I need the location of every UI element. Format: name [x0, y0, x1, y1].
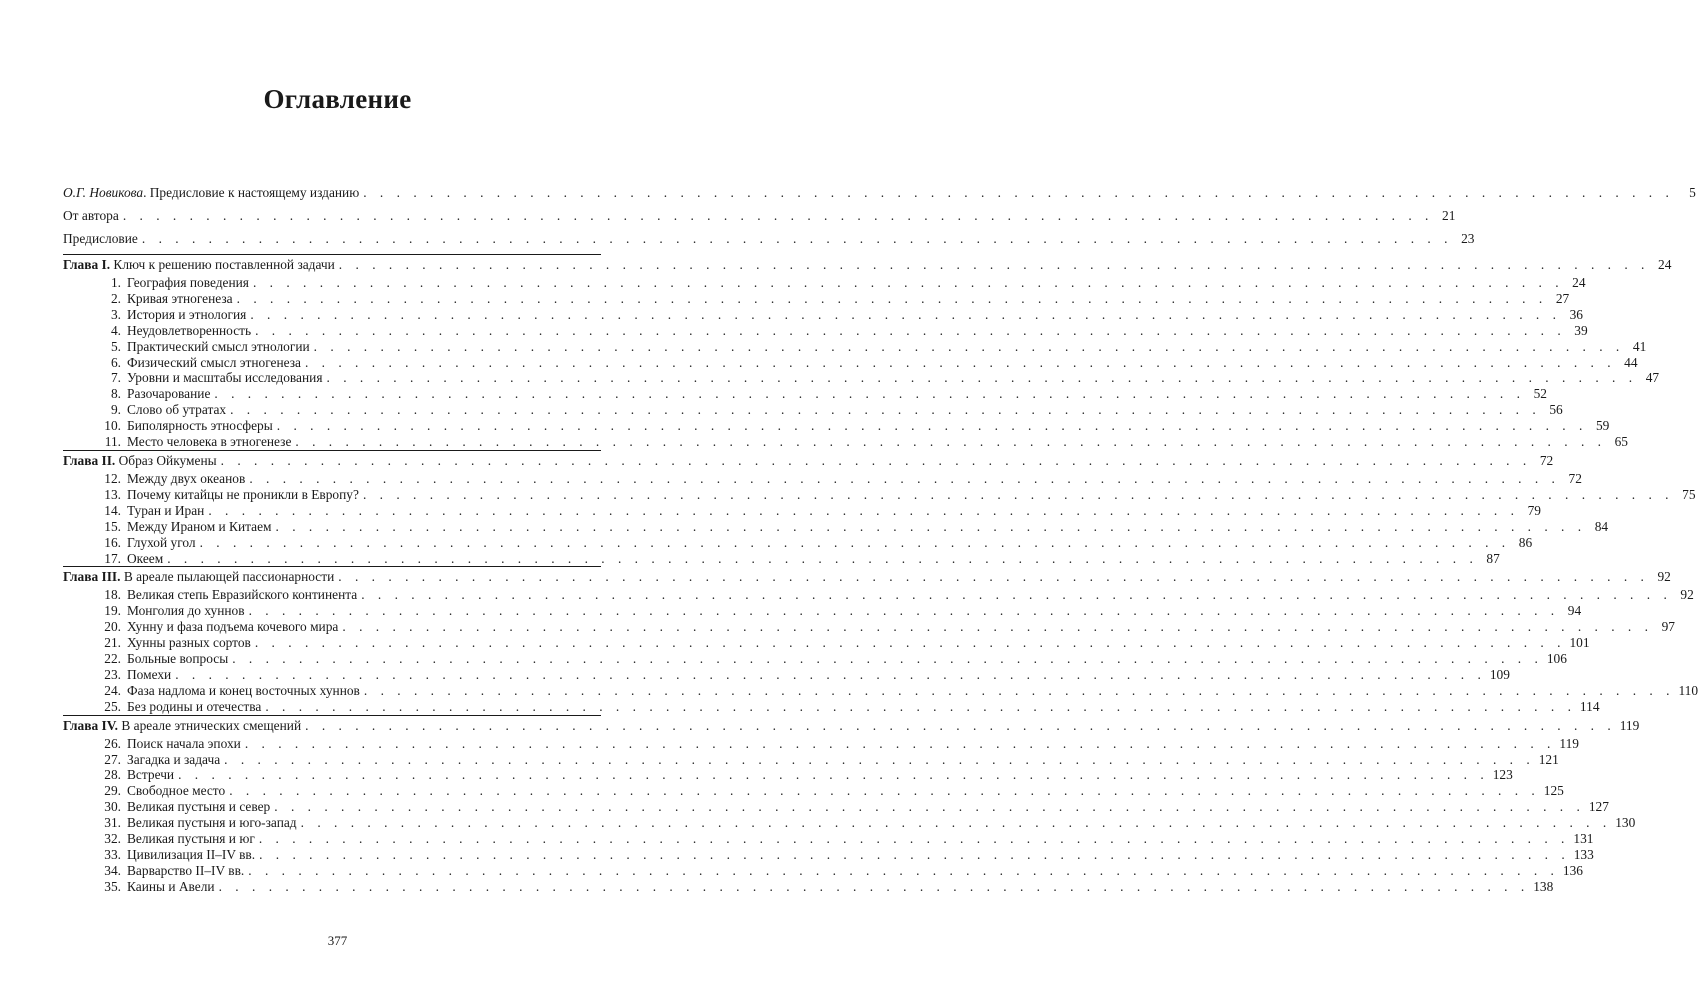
section-number: 31. [104, 815, 121, 831]
section-entry[interactable] [63, 862, 1583, 879]
entry-text: Предисловие [63, 231, 138, 246]
section-name: Туран и Иран [127, 502, 205, 518]
section-entry[interactable] [63, 698, 1600, 715]
section-entry[interactable] [63, 402, 1563, 418]
section-name: Практический смысл этнологии [127, 338, 310, 354]
toc-entry-title [63, 231, 138, 247]
section-number: 12. [104, 470, 121, 486]
section-entry[interactable] [63, 306, 1583, 323]
section-name: Без родины и отечества [127, 698, 262, 714]
section-entry[interactable] [63, 370, 1660, 386]
page-number: 136 [1562, 862, 1583, 878]
section-title [87, 307, 246, 323]
dot-leader: . . . . . . . . . . . . . . . . . . . . . . . . . . . . . . . . . . . . . . . . . . . . . . . . . . . . . . . . . . . . . . . . . . . . . . . . . . . . . . . [326, 370, 1638, 386]
chapter-name: Образ Ойкумены [115, 452, 217, 468]
section-name: Свободное место [127, 783, 226, 799]
chapter-name: В ареале этнических смещений [118, 717, 302, 733]
section-number: 26. [104, 735, 121, 751]
page-title: Оглавление [263, 84, 412, 114]
section-title [87, 603, 245, 619]
dot-leader: . . . . . . . . . . . . . . . . . . . . . . . . . . . . . . . . . . . . . . . . . . . . . . . . . . . . . . . . . . . . . . . . . . . . . . . . . . . . . . . [338, 257, 1650, 272]
section-entry[interactable] [63, 470, 1582, 487]
dot-leader: . . . . . . . . . . . . . . . . . . . . . . . . . . . . . . . . . . . . . . . . . . . . . . . . . . . . . . . . . . . . . . . . . . . . . . . . . . . . . . . [175, 666, 1486, 682]
author-name: О.Г. Новикова [63, 185, 144, 200]
section-name: Океем [127, 550, 164, 566]
page-number: 75 [1682, 486, 1696, 502]
section-title [87, 783, 225, 799]
section-title [87, 291, 233, 307]
section-number: 30. [104, 799, 121, 815]
page-number: 72 [1568, 470, 1582, 486]
section-name: Каины и Авели [127, 878, 215, 894]
dot-leader: . . . . . . . . . . . . . . . . . . . . . . . . . . . . . . . . . . . . . . . . . . . . . . . . . . . . . . . . . . . . . . . . . . . . . . . . . . . . . . . [208, 502, 1519, 518]
section-name: Глухой угол [127, 534, 196, 550]
section-number: 3. [110, 306, 121, 322]
section-entry[interactable] [63, 518, 1609, 535]
dot-leader: . . . . . . . . . . . . . . . . . . . . . . . . . . . . . . . . . . . . . . . . . . . . . . . . . . . . . . . . . . . . . . . . . . . . . . . . . . . . . . . [338, 569, 1649, 585]
chapter-label: Глава II. [63, 452, 116, 468]
section-name: Поиск начала эпохи [127, 735, 241, 751]
dot-leader: . . . . . . . . . . . . . . . . . . . . . . . . . . . . . . . . . . . . . . . . . . . . . . . . . . . . . . . . . . . . . . . . . . . . . . . . . . . . . . . [313, 338, 1625, 354]
section-name: Биполярность этносферы [127, 418, 273, 434]
section-title [87, 699, 261, 715]
section-title [87, 831, 255, 847]
section-entry[interactable] [63, 587, 1694, 603]
section-title [87, 535, 196, 551]
page-number: 41 [1632, 338, 1647, 354]
section-title [87, 551, 163, 567]
chapter-name: Ключ к решению поставленной задачи [110, 257, 335, 272]
dot-leader: . . . . . . . . . . . . . . . . . . . . . . . . . . . . . . . . . . . . . . . . . . . . . . . . . . . . . . . . . . . . . . . . . . . . . . . . . . . . . . . [342, 619, 1653, 635]
section-title [87, 587, 357, 603]
section-title [87, 370, 323, 386]
section-title [87, 323, 251, 339]
dot-leader: . . . . . . . . . . . . . . . . . . . . . . . . . . . . . . . . . . . . . . . . . . . . . . . . . . . . . . . . . . . . . . . . . . . . . . . . . . . . . . . [254, 635, 1566, 651]
section-title [87, 402, 226, 418]
toc-entry[interactable] [63, 185, 1696, 208]
dot-leader: . . . . . . . . . . . . . . . . . . . . . . . . . . . . . . . . . . . . . . . . . . . . . . . . . . . . . . . . . . . . . . . . . . . . . . . . . . . . . . . [258, 831, 1570, 847]
dot-leader: . . . . . . . . . . . . . . . . . . . . . . . . . . . . . . . . . . . . . . . . . . . . . . . . . . . . . . . . . . . . . . . . . . . . . . . . . . . . . . . [300, 815, 1612, 831]
section-title [87, 619, 338, 635]
section-entry[interactable] [63, 386, 1547, 402]
dot-leader: . . . . . . . . . . . . . . . . . . . . . . . . . . . . . . . . . . . . . . . . . . . . . . . . . . . . . . . . . . . . . . . . . . . . . . . . . . . . . . . [224, 751, 1535, 767]
section-entry[interactable] [63, 338, 1647, 355]
section-entry[interactable] [63, 290, 1570, 307]
chapter-label: Глава I. [63, 257, 111, 272]
page-number: 39 [1574, 322, 1588, 338]
section-entry[interactable] [63, 486, 1696, 503]
dot-leader: . . . . . . . . . . . . . . . . . . . . . . . . . . . . . . . . . . . . . . . . . . . . . . . . . . . . . . . . . . . . . . . . . . . . . . . . . . . . . . . [275, 518, 1587, 534]
section-title [87, 752, 220, 768]
page-number: 377 [327, 933, 348, 948]
table-of-contents [63, 185, 1698, 895]
section-name: Хунны разных сортов [127, 635, 251, 651]
section-entry[interactable] [63, 799, 1609, 815]
section-title [87, 471, 245, 487]
dot-leader: . . . . . . . . . . . . . . . . . . . . . . . . . . . . . . . . . . . . . . . . . . . . . . . . . . . . . . . . . . . . . . . . . . . . . . . . . . . . . . . [248, 862, 1559, 878]
dot-leader: . . . . . . . . . . . . . . . . . . . . . . . . . . . . . . . . . . . . . . . . . . . . . . . . . . . . . . . . . . . . . . . . . . . . . . . . . . . . . . . [265, 698, 1576, 714]
section-title [87, 519, 272, 535]
section-entry[interactable] [63, 815, 1636, 831]
dot-leader: . . . . . . . . . . . . . . . . . . . . . . . . . . . . . . . . . . . . . . . . . . . . . . . . . . . . . . . . . . . . . . . . . . . . . . . . . . . . . . . [214, 386, 1525, 402]
section-number: 17. [104, 550, 121, 566]
section-number: 16. [104, 534, 121, 550]
section-number: 24. [104, 682, 121, 698]
page-number: 127 [1588, 799, 1609, 815]
section-entry[interactable] [63, 682, 1698, 699]
section-name: География поведения [127, 275, 249, 290]
chapter-title [63, 257, 335, 273]
dot-leader: . . . . . . . . . . . . . . . . . . . . . . . . . . . . . . . . . . . . . . . . . . . . . . . . . . . . . . . . . . . . . . . . . . . . . . . . . . . . . . . [305, 717, 1616, 733]
section-entry[interactable] [63, 831, 1594, 847]
section-title [87, 418, 273, 434]
page-number: 79 [1527, 502, 1541, 518]
section-number: 21. [104, 635, 121, 651]
section-entry[interactable] [63, 275, 1586, 291]
dot-leader: . . . . . . . . . . . . . . . . . . . . . . . . . . . . . . . . . . . . . . . . . . . . . . . . . . . . . . . . . . . . . . . . . . . . . . . . . . . . . . . [361, 587, 1672, 603]
toc-entry[interactable] [63, 208, 1456, 231]
dot-leader: . . . . . . . . . . . . . . . . . . . . . . . . . . . . . . . . . . . . . . . . . . . . . . . . . . . . . . . . . . . . . . . . . . . . . . . . . . . . . . . [167, 550, 1478, 566]
dot-leader: . . . . . . . . . . . . . . . . . . . . . . . . . . . . . . . . . . . . . . . . . . . . . . . . . . . . . . . . . . . . . . . . . . . . . . . . . . . . . . . [250, 306, 1561, 322]
section-entry[interactable] [63, 354, 1638, 371]
page-number: 5 [1689, 185, 1696, 200]
page-number: 110 [1678, 682, 1698, 698]
section-name: Встречи [127, 767, 175, 783]
section-number: 8. [110, 386, 121, 402]
section-name: Цивилизация II–IV вв. [127, 847, 256, 862]
page-number: 92 [1680, 587, 1694, 603]
section-name: Между Ираном и Китаем [127, 518, 272, 534]
dot-leader: . . . . . . . . . . . . . . . . . . . . . . . . . . . . . . . . . . . . . . . . . . . . . . . . . . . . . . . . . . . . . . . . . . . . . . . . . . . . . . . [249, 470, 1560, 486]
dot-leader: . . . . . . . . . . . . . . . . . . . . . . . . . . . . . . . . . . . . . . . . . . . . . . . . . . . . . . . . . . . . . . . . . . . . . . . . . . . . . . . [304, 354, 1616, 370]
section-entry[interactable] [63, 619, 1675, 635]
toc-entry-title [63, 185, 359, 201]
section-name: Больные вопросы [127, 651, 229, 667]
section-entry[interactable] [63, 418, 1610, 434]
chapter-entry[interactable] [63, 715, 1640, 736]
dot-leader: . . . . . . . . . . . . . . . . . . . . . . . . . . . . . . . . . . . . . . . . . . . . . . . . . . . . . . . . . . . . . . . . . . . . . . . . . . . . . . . [220, 452, 1532, 468]
section-number: 33. [104, 847, 121, 862]
section-number: 7. [110, 370, 121, 386]
page-number: 23 [1461, 231, 1475, 246]
section-number: 27. [104, 751, 121, 767]
dot-leader: . . . . . . . . . . . . . . . . . . . . . . . . . . . . . . . . . . . . . . . . . . . . . . . . . . . . . . . . . . . . . . . . . . . . . . . . . . . . . . . [276, 418, 1588, 434]
section-name: Фаза надлома и конец восточных хуннов [127, 682, 360, 698]
section-title [87, 815, 297, 831]
section-name: История и этнология [127, 306, 247, 322]
page-number: 59 [1595, 418, 1610, 434]
dot-leader: . . . . . . . . . . . . . . . . . . . . . . . . . . . . . . . . . . . . . . . . . . . . . . . . . . . . . . . . . . . . . . . . . . . . . . . . . . . . . . . [362, 486, 1674, 502]
chapter-title [63, 453, 217, 469]
section-name: Слово об утратах [127, 402, 227, 418]
page-number: 65 [1614, 434, 1628, 450]
section-title [87, 503, 204, 519]
section-title [87, 651, 228, 667]
chapter-label: Глава III. [63, 569, 121, 585]
page-number: 86 [1518, 534, 1533, 550]
dot-leader: . . . . . . . . . . . . . . . . . . . . . . . . . . . . . . . . . . . . . . . . . . . . . . . . . . . . . . . . . . . . . . . . . . . . . . . . . . . . . . . [230, 402, 1541, 418]
chapter-entry[interactable] [63, 450, 1554, 471]
section-entry[interactable] [63, 603, 1582, 619]
page-number: 27 [1555, 290, 1570, 306]
dot-leader: . . . . . . . . . . . . . . . . . . . . . . . . . . . . . . . . . . . . . . . . . . . . . . . . . . . . . . . . . . . . . . . . . . . . . . . . . . . . . . . [295, 434, 1606, 450]
section-title [87, 339, 310, 355]
section-number: 32. [104, 831, 121, 847]
section-entry[interactable] [63, 502, 1541, 519]
section-entry[interactable] [63, 783, 1564, 799]
section-entry[interactable] [63, 322, 1588, 339]
section-name: Почему китайцы не проникли в Европу? [127, 486, 359, 502]
dot-leader: . . . . . . . . . . . . . . . . . . . . . . . . . . . . . . . . . . . . . . . . . . . . . . . . . . . . . . . . . . . . . . . . . . . . . . . . . . . . . . . [255, 322, 1566, 338]
section-entry[interactable] [63, 550, 1500, 567]
dot-leader: . . . . . . . . . . . . . . . . . . . . . . . . . . . . . . . . . . . . . . . . . . . . . . . . . . . . . . . . . . . . . . . . . . . . . . . . . . . . . . . [259, 847, 1570, 862]
section-entry[interactable] [63, 767, 1513, 783]
section-number: 35. [104, 878, 121, 894]
section-number: 10. [104, 418, 121, 434]
chapter-label: Глава IV. [63, 717, 118, 733]
page-number: 36 [1569, 306, 1583, 322]
section-entry[interactable] [63, 751, 1559, 768]
section-entry[interactable] [63, 651, 1567, 667]
page-number: 47 [1645, 370, 1660, 386]
page-number: 84 [1594, 518, 1609, 534]
section-number: 4. [110, 322, 121, 338]
section-name: Помехи [127, 666, 172, 682]
page-number: 24 [1658, 257, 1672, 272]
page-number: 21 [1442, 208, 1456, 223]
dot-leader: . . . . . . . . . . . . . . . . . . . . . . . . . . . . . . . . . . . . . . . . . . . . . . . . . . . . . . . . . . . . . . . . . . . . . . . . . . . . . . . [141, 231, 1453, 246]
section-entry[interactable] [63, 434, 1628, 450]
section-title [87, 275, 249, 291]
section-entry[interactable] [63, 534, 1533, 551]
section-name: Великая пустыня и юго-запад [127, 815, 297, 831]
page-number: 52 [1533, 386, 1547, 402]
dot-leader: . . . . . . . . . . . . . . . . . . . . . . . . . . . . . . . . . . . . . . . . . . . . . . . . . . . . . . . . . . . . . . . . . . . . . . . . . . . . . . . [363, 185, 1674, 200]
dot-leader: . . . . . . . . . . . . . . . . . . . . . . . . . . . . . . . . . . . . . . . . . . . . . . . . . . . . . . . . . . . . . . . . . . . . . . . . . . . . . . . [122, 208, 1434, 223]
dot-leader: . . . . . . . . . . . . . . . . . . . . . . . . . . . . . . . . . . . . . . . . . . . . . . . . . . . . . . . . . . . . . . . . . . . . . . . . . . . . . . . [218, 878, 1530, 894]
section-title [87, 863, 244, 879]
page-number: 24 [1572, 275, 1586, 290]
section-number: 22. [104, 651, 121, 667]
section-number: 1. [110, 275, 121, 290]
page-number: 131 [1573, 831, 1594, 847]
section-name: Великая пустыня и север [127, 799, 271, 815]
page-number: 56 [1549, 402, 1563, 418]
page-number: 92 [1657, 569, 1671, 585]
toc-entry-title [63, 208, 119, 224]
section-name: Кривая этногенеза [127, 290, 233, 306]
section-title [87, 355, 301, 371]
entry-text: . Предисловие к настоящему изданию [143, 185, 360, 200]
section-title [87, 799, 270, 815]
section-title [87, 683, 360, 699]
section-name: Место человека в этногенезе [127, 434, 292, 450]
section-name: Загадка и задача [127, 751, 221, 767]
section-number: 29. [104, 783, 121, 799]
page-number: 133 [1573, 847, 1594, 862]
page-number: 119 [1619, 717, 1640, 733]
dot-leader: . . . . . . . . . . . . . . . . . . . . . . . . . . . . . . . . . . . . . . . . . . . . . . . . . . . . . . . . . . . . . . . . . . . . . . . . . . . . . . . [229, 783, 1540, 799]
section-number: 25. [104, 698, 121, 714]
page-number: 72 [1539, 452, 1554, 468]
section-name: Уровни и масштабы исследования [127, 370, 323, 386]
section-number: 20. [104, 619, 121, 635]
section-name: Физический смысл этногенеза [127, 354, 301, 370]
page-number: 114 [1579, 698, 1600, 714]
section-number: 2. [110, 290, 121, 306]
chapter-title [63, 718, 301, 734]
toc-entry[interactable] [63, 231, 1475, 254]
section-name: Великая степь Евразийского континента [127, 587, 358, 603]
page-number: 121 [1538, 751, 1559, 767]
section-title [87, 487, 359, 503]
page-number: 94 [1567, 603, 1582, 619]
chapter-entry[interactable] [63, 566, 1671, 587]
section-name: Между двух океанов [127, 470, 246, 486]
section-name: Хунну и фаза подъема кочевого мира [127, 619, 339, 635]
section-number: 14. [104, 502, 121, 518]
dot-leader: . . . . . . . . . . . . . . . . . . . . . . . . . . . . . . . . . . . . . . . . . . . . . . . . . . . . . . . . . . . . . . . . . . . . . . . . . . . . . . . [248, 603, 1560, 619]
section-number: 13. [104, 486, 121, 502]
page-number: 87 [1486, 550, 1500, 566]
section-name: Великая пустыня и юг [127, 831, 255, 847]
section-title [87, 434, 291, 450]
page-number: 106 [1546, 651, 1567, 667]
chapter-name: В ареале пылающей пассионарности [120, 569, 335, 585]
page-number: 97 [1661, 619, 1675, 635]
section-number: 23. [104, 666, 121, 682]
page-number: 125 [1543, 783, 1564, 799]
section-title [87, 847, 255, 863]
section-title [87, 667, 171, 683]
section-number: 34. [104, 862, 121, 878]
section-name: Разочарование [127, 386, 211, 402]
section-number: 5. [110, 338, 121, 354]
page-number: 101 [1569, 635, 1590, 651]
section-title [87, 767, 174, 783]
section-number: 18. [104, 587, 121, 603]
dot-leader: . . . . . . . . . . . . . . . . . . . . . . . . . . . . . . . . . . . . . . . . . . . . . . . . . . . . . . . . . . . . . . . . . . . . . . . . . . . . . . . [199, 534, 1511, 550]
section-number: 6. [110, 354, 121, 370]
section-entry[interactable] [63, 735, 1579, 752]
section-number: 9. [110, 402, 121, 418]
section-name: Монголия до хуннов [127, 603, 245, 619]
dot-leader: . . . . . . . . . . . . . . . . . . . . . . . . . . . . . . . . . . . . . . . . . . . . . . . . . . . . . . . . . . . . . . . . . . . . . . . . . . . . . . . [232, 651, 1543, 667]
section-number: 11. [104, 434, 121, 450]
section-title [87, 386, 210, 402]
page-number: 138 [1533, 878, 1554, 894]
page-number: 44 [1624, 354, 1638, 370]
section-entry[interactable] [63, 635, 1590, 651]
section-name: Неудовлетворенность [127, 322, 252, 338]
page-number: 123 [1492, 767, 1513, 783]
section-title [87, 635, 251, 651]
section-number: 15. [104, 518, 121, 534]
page-number: 130 [1615, 815, 1636, 831]
dot-leader: . . . . . . . . . . . . . . . . . . . . . . . . . . . . . . . . . . . . . . . . . . . . . . . . . . . . . . . . . . . . . . . . . . . . . . . . . . . . . . . [274, 799, 1585, 815]
page-number: 109 [1489, 666, 1510, 682]
section-title [87, 736, 241, 752]
chapter-title [63, 569, 334, 585]
section-title [87, 879, 215, 895]
dot-leader: . . . . . . . . . . . . . . . . . . . . . . . . . . . . . . . . . . . . . . . . . . . . . . . . . . . . . . . . . . . . . . . . . . . . . . . . . . . . . . . [252, 275, 1564, 290]
dot-leader: . . . . . . . . . . . . . . . . . . . . . . . . . . . . . . . . . . . . . . . . . . . . . . . . . . . . . . . . . . . . . . . . . . . . . . . . . . . . . . . [363, 682, 1675, 698]
section-entry[interactable] [63, 878, 1554, 895]
chapter-entry[interactable] [63, 254, 1672, 275]
dot-leader: . . . . . . . . . . . . . . . . . . . . . . . . . . . . . . . . . . . . . . . . . . . . . . . . . . . . . . . . . . . . . . . . . . . . . . . . . . . . . . . [236, 290, 1548, 306]
section-entry[interactable] [63, 847, 1594, 863]
entry-text: От автора [63, 208, 119, 223]
section-number: 28. [104, 767, 121, 783]
section-number: 19. [104, 603, 121, 619]
section-entry[interactable] [63, 666, 1510, 683]
dot-leader: . . . . . . . . . . . . . . . . . . . . . . . . . . . . . . . . . . . . . . . . . . . . . . . . . . . . . . . . . . . . . . . . . . . . . . . . . . . . . . . [244, 735, 1556, 751]
section-name: Варварство II–IV вв. [127, 862, 245, 878]
page-number: 119 [1559, 735, 1579, 751]
dot-leader: . . . . . . . . . . . . . . . . . . . . . . . . . . . . . . . . . . . . . . . . . . . . . . . . . . . . . . . . . . . . . . . . . . . . . . . . . . . . . . . [178, 767, 1489, 783]
